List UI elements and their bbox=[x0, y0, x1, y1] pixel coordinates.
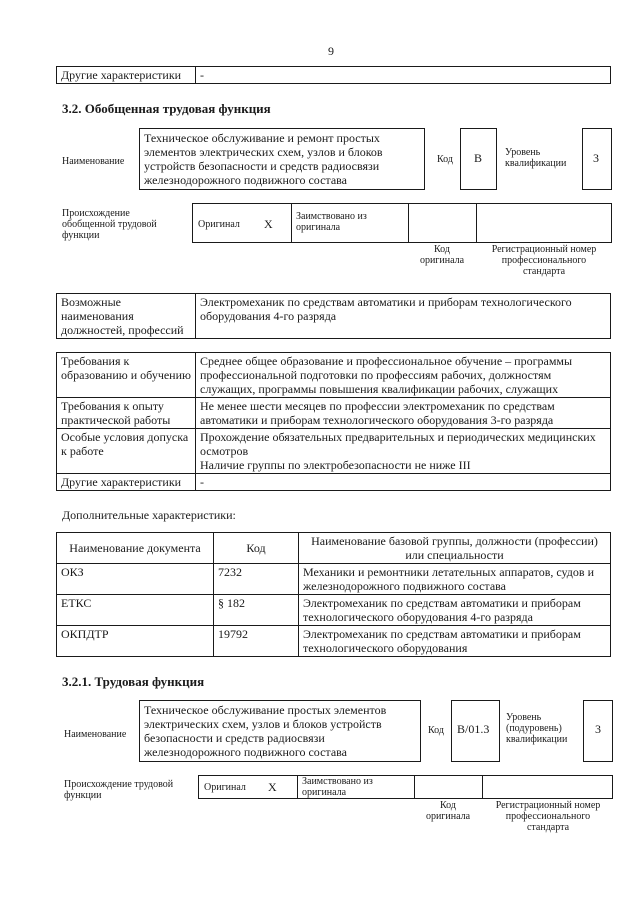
requirement-value: Среднее общее образование и профессиональное обучение – программы профессиональной подготовки по профессиям рабочих, должностям служащих, программы повышения квалификации рабочих, служащих bbox=[196, 353, 611, 398]
name-cell: Электромеханик по средствам автоматики и приборам технологического оборудования bbox=[299, 626, 611, 657]
s32-origin-divider-1 bbox=[291, 203, 292, 243]
table-row bbox=[57, 595, 611, 626]
code-cell: 7232 bbox=[214, 564, 299, 595]
possible-positions-table bbox=[56, 293, 611, 339]
name-cell: Механики и ремонтники летательных аппаратов, судов и железнодорожного подвижного состава bbox=[299, 564, 611, 595]
positions-label: Возможные наименования должностей, профессий bbox=[57, 294, 196, 339]
s32-borrowed-label: Заимствовано из оригинала bbox=[296, 211, 367, 233]
requirements-table bbox=[56, 352, 611, 491]
requirement-label: Другие характеристики bbox=[57, 474, 196, 491]
s32-origin-box bbox=[192, 203, 612, 243]
s32-level-value: 3 bbox=[593, 151, 599, 165]
table-row bbox=[57, 353, 611, 398]
s321-name-text: Техническое обслуживание простых элементов электрических схем, узлов и блоков устройств безопасности и средств радиосвязи железнодорожного подвижного состава bbox=[144, 703, 387, 759]
additional-table bbox=[56, 532, 611, 657]
doc-cell: ЕТКС bbox=[57, 595, 214, 626]
requirement-value: Прохождение обязательных предварительных и периодических медицинских осмотров bbox=[200, 430, 596, 458]
s321-borrowed-label: Заимствовано из оригинала bbox=[302, 776, 373, 798]
s32-origin-divider-3 bbox=[476, 203, 477, 243]
requirement-label: Требования к опыту практической работы bbox=[57, 398, 196, 429]
s321-code-label: Код bbox=[428, 725, 444, 736]
s32-code-value: В bbox=[474, 151, 483, 165]
additional-heading: Дополнительные характеристики: bbox=[62, 508, 236, 522]
top-other-label: Другие характеристики bbox=[57, 67, 196, 84]
column-header-document: Наименование документа bbox=[57, 533, 214, 564]
s321-origin-divider-3 bbox=[482, 775, 483, 799]
requirement-value: - bbox=[196, 474, 611, 491]
table-header-row bbox=[57, 533, 611, 564]
code-cell: 19792 bbox=[214, 626, 299, 657]
s32-code-original-caption: Код оригинала bbox=[419, 244, 465, 266]
table-row bbox=[57, 564, 611, 595]
code-cell: § 182 bbox=[214, 595, 299, 626]
column-header-name: Наименование базовой группы, должности (профессии) или специальности bbox=[299, 533, 611, 564]
s321-name-label: Наименование bbox=[64, 729, 127, 740]
s321-reg-number-caption: Регистрационный номер профессионального стандарта bbox=[495, 800, 601, 833]
table-row bbox=[57, 626, 611, 657]
column-header-code: Код bbox=[214, 533, 299, 564]
doc-cell: ОКПДТР bbox=[57, 626, 214, 657]
s321-code-value: В/01.3 bbox=[457, 722, 490, 736]
s32-original-mark: X bbox=[264, 217, 273, 231]
s321-origin-label: Происхождение трудовой функции bbox=[64, 779, 174, 801]
s32-code-label: Код bbox=[437, 154, 453, 165]
table-row bbox=[57, 429, 611, 474]
top-other-value: - bbox=[196, 67, 611, 84]
s321-origin-divider-2 bbox=[414, 775, 415, 799]
s32-name-label: Наименование bbox=[62, 156, 125, 167]
s321-original-mark: X bbox=[268, 780, 277, 794]
s32-origin-label: Происхождение обобщенной трудовой функции bbox=[62, 208, 157, 241]
s32-level-label: Уровень квалификации bbox=[505, 147, 567, 169]
top-other-characteristics bbox=[56, 66, 611, 84]
positions-value: Электромеханик по средствам автоматики и приборам технологического оборудования 4-го разряда bbox=[196, 294, 611, 339]
table-row bbox=[57, 398, 611, 429]
page-number: 9 bbox=[328, 44, 334, 58]
requirement-value-extra: Наличие группы по электробезопасности не ниже III bbox=[200, 458, 471, 472]
s321-original-label: Оригинал bbox=[204, 782, 246, 793]
requirement-value: Не менее шести месяцев по профессии электромеханик по средствам автоматики и приборам технологического оборудования 3-го разряда bbox=[196, 398, 611, 429]
s321-level-value: 3 bbox=[595, 722, 601, 736]
section-3-2-heading: 3.2. Обобщенная трудовая функция bbox=[62, 101, 271, 116]
s321-level-label: Уровень (подуровень) квалификации bbox=[506, 712, 568, 745]
table-row bbox=[57, 474, 611, 491]
name-cell: Электромеханик по средствам автоматики и приборам технологического оборудования 4-го разряда bbox=[299, 595, 611, 626]
s32-reg-number-caption: Регистрационный номер профессионального стандарта bbox=[491, 244, 597, 277]
doc-cell: ОКЗ bbox=[57, 564, 214, 595]
requirement-label: Требования к образованию и обучению bbox=[57, 353, 196, 398]
section-3-2-1-heading: 3.2.1. Трудовая функция bbox=[62, 674, 205, 689]
requirement-label: Особые условия допуска к работе bbox=[57, 429, 196, 474]
s321-origin-box bbox=[198, 775, 613, 799]
s321-origin-divider-1 bbox=[297, 775, 298, 799]
s32-name-text: Техническое обслуживание и ремонт простых элементов электрических схем, узлов и блоков устройств безопасности и средств радиосвязи железнодорожного подвижного состава bbox=[144, 131, 383, 187]
s321-code-original-caption: Код оригинала bbox=[425, 800, 471, 822]
requirement-value-cell bbox=[196, 429, 611, 474]
s32-original-label: Оригинал bbox=[198, 219, 240, 230]
s32-origin-divider-2 bbox=[408, 203, 409, 243]
